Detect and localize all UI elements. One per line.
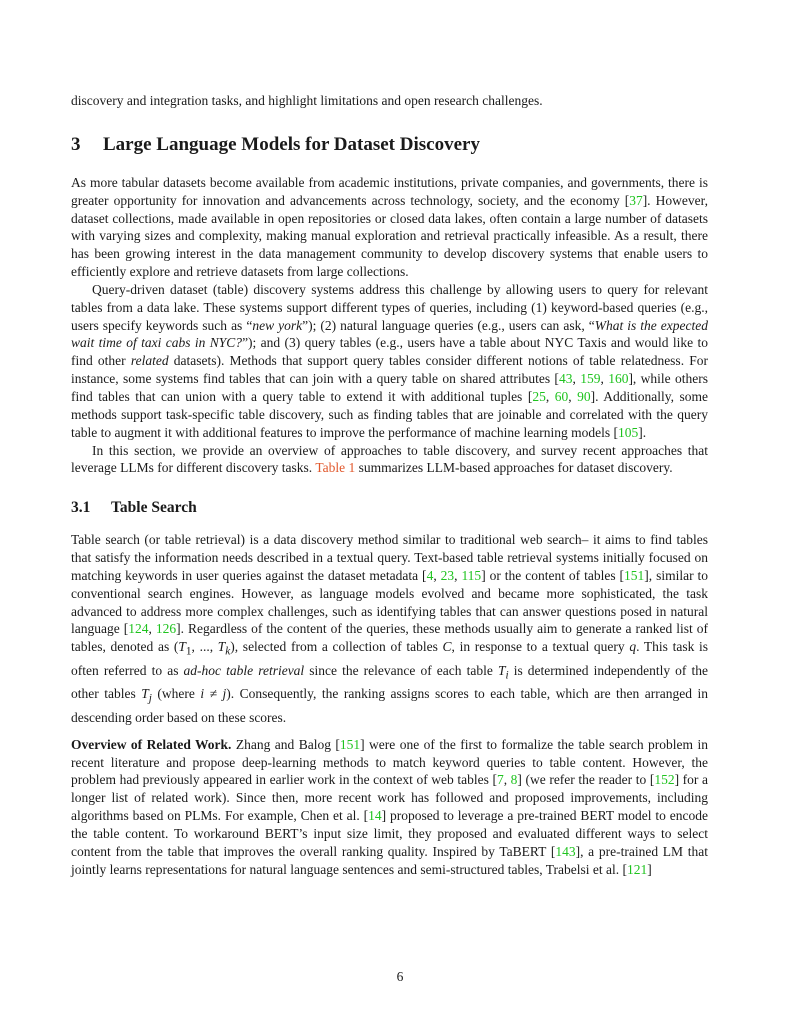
citation-link[interactable]: 115 — [461, 567, 482, 583]
paragraph-table-search: Table search (or table retrieval) is a data discovery method similar to traditional web search– it aims to find tables that satisfy the information needs described in a textual query. Text-based table retrieval systems initially focused on matching keywords in user queries against the dataset metadata [4, 23, 115] or the content of tables [151], similar to conventional search engines. However, as language models evolved and became more sophisticated, the task advanced to address more complex challenges, such as identifying tables that can answer questions posed in natural language [124, 126]. Regardless of the content of the queries, these methods usually aim to generate a ranked list of tables, denoted as ($T_1$, ..., $T_k$), selected from a collection of tables C, in response to a textual query q. This task is often referred to as ad-hoc table retrieval since the relevance of each table $T_i$ is determined independently of the other tables $T_j$ (where i ≠ j). Consequently, the ranking assigns scores to each table, which are then arranged in descending order based on these scores. — [71, 532, 709, 725]
citation-link[interactable]: 23 — [440, 567, 455, 583]
citation-link[interactable]: 14 — [368, 808, 382, 824]
citation-link[interactable]: 7 — [496, 772, 504, 788]
table-reference-link[interactable]: Table 1 — [315, 460, 356, 476]
subsection-title: Table Search — [111, 499, 197, 517]
page-number: 6 — [396, 969, 404, 984]
citation-link[interactable]: 151 — [624, 567, 645, 583]
subsection-heading — [71, 499, 708, 517]
citation-link[interactable]: 143 — [555, 843, 576, 859]
citation-link[interactable]: 124 — [128, 621, 149, 637]
citation-link[interactable]: 151 — [339, 736, 361, 752]
citation-link[interactable]: 159 — [580, 371, 601, 387]
citation-link[interactable]: 105 — [617, 424, 639, 440]
paper-page — [71, 92, 708, 878]
citation-link[interactable]: 160 — [608, 371, 629, 387]
section-title: Large Language Models for Dataset Discovery — [103, 133, 480, 155]
subsection-number: 3.1 — [71, 499, 91, 517]
paragraph-related-work: Overview of Related Work. Zhang and Balog [151] were one of the first to formalize the table search problem in recent literature and propose deep-learning methods to match keyword queries to table content. However, the problem had previously appeared in earlier work in the context of web tables [7, 8] (we refer the reader to [152] for a longer list of related work). Since then, more recent work has followed and proposed improvements, including algorithms based on PLMs. For example, Chen et al. [14] proposed to leverage a pre-trained BERT model to encode the table content. To workaround BERT’s input size limit, they proposed and evaluated different ways to select content from the table that improves the overall ranking quality. Inspired by TaBERT [143], a pre-trained LM that jointly learns representations for natural language sentences and semi-structured tables, Trabelsi et al. [121] — [71, 736, 708, 877]
citation-link[interactable]: 43 — [558, 371, 573, 387]
citation-link[interactable]: 126 — [155, 621, 177, 637]
citation-link[interactable]: 60 — [554, 388, 569, 404]
section-heading — [71, 134, 708, 156]
paragraph-query-driven: Query-driven dataset (table) discovery systems address this challenge by allowing users to query for relevant tables from a data lake. These systems support different types of queries, including (1) keyword-based queries (e.g., users specify keywords such as “new york”); (2) natural language queries (e.g., users can ask, “What is the expected wait time of taxi cabs in NYC?”); and (3) query tables (e.g., users have a table about NYC Taxis and would like to find other related datasets). Methods that support query tables consider different notions of table relatedness. For instance, some systems find tables that can join with a query table on shared attributes [43, 159, 160], while others find tables that can union with a query table to extend it with additional tuples [25, 60, 90]. Additionally, some methods support task-specific table discovery, such as finding tables that are joinable and correlated with the query table to augment it with additional features to improve the performance of machine learning models [105]. — [71, 281, 709, 440]
section-number: 3 — [71, 133, 81, 155]
citation-link[interactable]: 90 — [577, 388, 591, 404]
run-in-heading: Overview of Related Work. — [71, 736, 232, 752]
paragraph-overview: In this section, we provide an overview of approaches to table discovery, and survey recent approaches that leverage LLMs for different discovery tasks. Table 1 summarizes LLM-based approaches for dataset discovery. — [71, 442, 708, 476]
citation-link[interactable]: 121 — [626, 861, 648, 877]
citation-link[interactable]: 8 — [510, 772, 518, 788]
paragraph-intro: As more tabular datasets become available from academic institutions, private companies, and governments, there is greater opportunity for innovation and advancements across technology, society, and the economy [37]. However, dataset collections, made available in open repositories or closed data lakes, often contain a large number of datasets with varying sizes and complexity, making manual exploration and retrieval practically infeasible. As a result, there has been growing interest in the data management community to develop discovery systems that enable users to efficiently explore and retrieve datasets from large collections. — [71, 174, 708, 280]
citation-link[interactable]: 37 — [629, 192, 643, 208]
citation-link[interactable]: 152 — [654, 772, 675, 788]
citation-link[interactable]: 4 — [426, 567, 434, 583]
citation-link[interactable]: 25 — [532, 388, 546, 404]
intro-tail-paragraph: discovery and integration tasks, and highlight limitations and open research challenges. — [71, 93, 543, 108]
